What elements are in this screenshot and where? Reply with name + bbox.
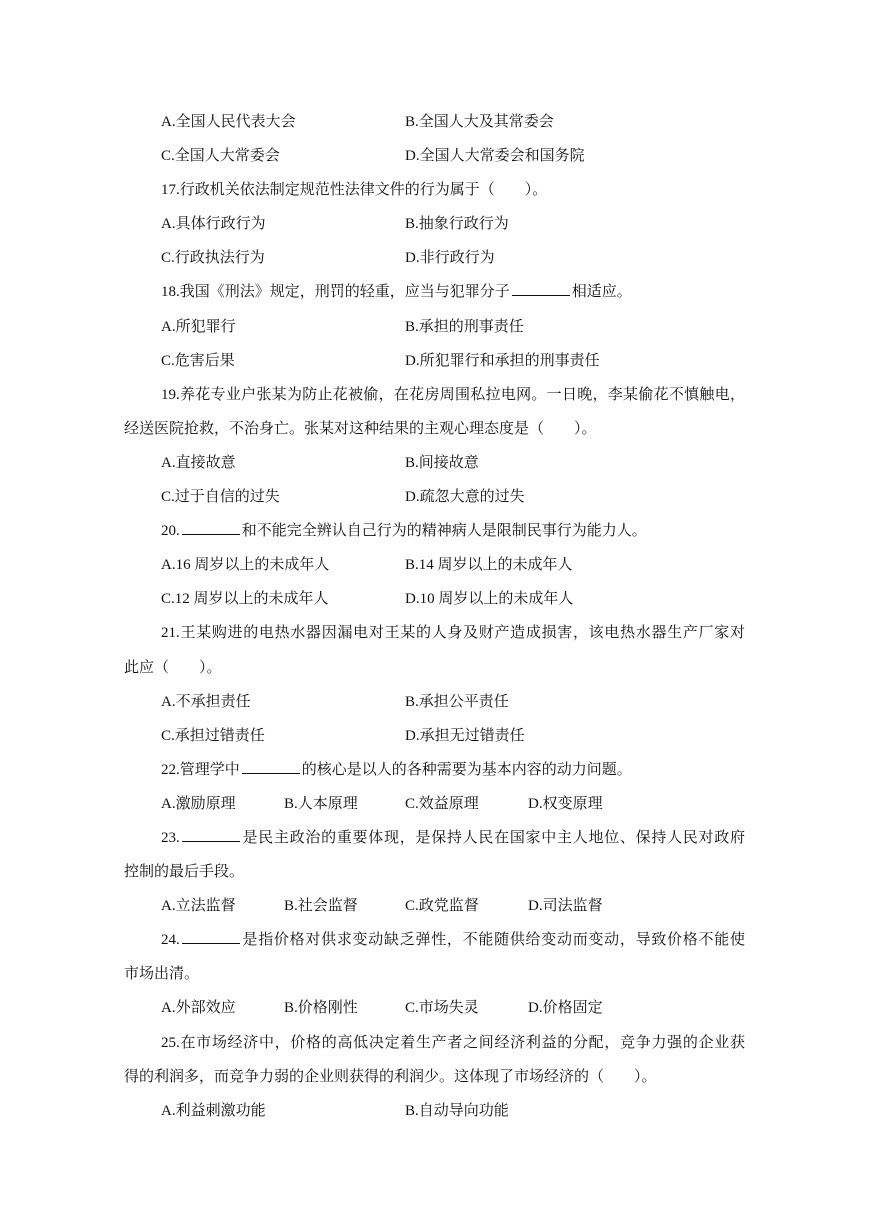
q23-options-row xyxy=(124,889,745,923)
q22-option-b: B.人本原理 xyxy=(284,795,358,812)
q20-options-row-2 xyxy=(124,582,745,616)
q22-option-a: A.激励原理 xyxy=(161,795,236,812)
q25-option-a: A.利益刺激功能 xyxy=(161,1102,266,1119)
q23-stem-line-2: 控制的最后手段。 xyxy=(124,864,245,881)
q21-options-row-1 xyxy=(124,685,745,719)
q20-option-b: B.14 周岁以上的未成年人 xyxy=(405,557,573,574)
q24-options-row xyxy=(124,991,745,1025)
q21-option-d: D.承担无过错责任 xyxy=(405,727,525,744)
q24-stem-after: 是指价格对供求变动缺乏弹性，不能随供给变动而变动，导致价格不能使 xyxy=(241,932,745,949)
q19-stem-line-1: 19.养花专业户张某为防止花被偷，在花房周围私拉电网。一日晚，李某偷花不慎触电， xyxy=(161,386,745,403)
q22-fill-blank xyxy=(242,759,300,774)
q16-option-d: D.全国人大常委会和国务院 xyxy=(405,148,585,165)
q24-fill-blank xyxy=(182,929,240,944)
q22-stem-after: 的核心是以人的各种需要为基本内容的动力问题。 xyxy=(301,761,632,778)
q16-option-b: B.全国人大及其常委会 xyxy=(405,114,554,130)
q17-option-d: D.非行政行为 xyxy=(405,250,495,267)
q18-fill-blank xyxy=(512,281,570,296)
q16-option-a: A.全国人民代表大会 xyxy=(161,114,296,130)
q23-fill-blank xyxy=(182,827,240,842)
q19-option-d: D.疏忽大意的过失 xyxy=(405,489,525,506)
q19-option-a: A.直接故意 xyxy=(161,454,236,471)
q21-option-a: A.不承担责任 xyxy=(161,693,251,710)
q22-stem-before: 22.管理学中 xyxy=(161,761,240,778)
q19-options-row-2 xyxy=(124,480,745,514)
q25-option-b: B.自动导向功能 xyxy=(405,1102,509,1119)
q22-option-d: D.权变原理 xyxy=(528,795,603,812)
q20-stem-after: 和不能完全辨认自己行为的精神病人是限制民事行为能力人。 xyxy=(241,523,647,540)
q23-option-b: B.社会监督 xyxy=(284,898,358,915)
q21-stem-line-2: 此应（ ）。 xyxy=(124,659,222,676)
q20-option-a: A.16 周岁以上的未成年人 xyxy=(161,557,330,574)
q23-stem-before: 23. xyxy=(161,829,180,846)
q18-stem-after: 相适应。 xyxy=(571,284,632,301)
q16-option-c: C.全国人大常委会 xyxy=(161,148,280,165)
q19-option-b: B.间接故意 xyxy=(405,454,479,471)
q22-stem xyxy=(124,753,745,787)
q18-options-row-1 xyxy=(124,310,745,344)
q23-option-a: A.立法监督 xyxy=(161,898,236,915)
q21-option-b: B.承担公平责任 xyxy=(405,693,509,710)
q16-options-row-1 xyxy=(124,105,745,139)
q16-options-row-2 xyxy=(124,139,745,173)
q20-option-c: C.12 周岁以上的未成年人 xyxy=(161,591,329,608)
q21-options-row-2 xyxy=(124,719,745,753)
q20-fill-blank xyxy=(182,520,240,535)
q21-option-c: C.承担过错责任 xyxy=(161,727,265,744)
q25-stem-line-1: 25.在市场经济中，价格的高低决定着生产者之间经济利益的分配，竞争力强的企业获 xyxy=(161,1034,745,1051)
q17-option-a: A.具体行政行为 xyxy=(161,216,266,233)
q23-option-d: D.司法监督 xyxy=(528,898,603,915)
q18-option-a: A.所犯罪行 xyxy=(161,318,236,335)
q17-stem: 17.行政机关依法制定规范性法律文件的行为属于（ ）。 xyxy=(161,182,548,199)
q19-options-row-1 xyxy=(124,446,745,480)
q18-option-b: B.承担的刑事责任 xyxy=(405,318,524,335)
q22-options-row xyxy=(124,787,745,821)
q21-stem-line-1: 21.王某购进的电热水器因漏电对王某的人身及财产造成损害，该电热水器生产厂家对 xyxy=(161,625,745,642)
q19-stem-line-2: 经送医院抢救，不治身亡。张某对这种结果的主观心理态度是（ ）。 xyxy=(124,420,597,437)
q17-options-row-1 xyxy=(124,207,745,241)
q24-stem-line-2: 市场出清。 xyxy=(124,966,200,983)
q20-option-d: D.10 周岁以上的未成年人 xyxy=(405,591,574,608)
q25-options-row-1 xyxy=(124,1094,745,1128)
q24-option-b: B.价格刚性 xyxy=(284,1000,358,1017)
q24-stem-before: 24. xyxy=(161,932,180,949)
q24-option-c: C.市场失灵 xyxy=(405,1000,479,1017)
q18-option-c: C.危害后果 xyxy=(161,352,235,369)
q23-stem-line-1 xyxy=(124,821,745,855)
q18-stem xyxy=(124,275,745,309)
q20-stem-before: 20. xyxy=(161,523,180,540)
q18-options-row-2 xyxy=(124,344,745,378)
q25-stem-line-2: 得的利润多，而竞争力弱的企业则获得的利润少。这体现了市场经济的（ ）。 xyxy=(124,1068,657,1085)
q23-option-c: C.政党监督 xyxy=(405,898,479,915)
q17-options-row-2 xyxy=(124,241,745,275)
q18-stem-before: 18.我国《刑法》规定，刑罚的轻重，应当与犯罪分子 xyxy=(161,284,510,301)
q20-options-row-1 xyxy=(124,548,745,582)
q24-option-d: D.价格固定 xyxy=(528,1000,603,1017)
q23-stem-after: 是民主政治的重要体现，是保持人民在国家中主人地位、保持人民对政府 xyxy=(241,829,745,846)
q22-option-c: C.效益原理 xyxy=(405,795,479,812)
q17-option-c: C.行政执法行为 xyxy=(161,250,265,267)
exam-page xyxy=(124,105,745,1128)
q17-option-b: B.抽象行政行为 xyxy=(405,216,509,233)
q24-option-a: A.外部效应 xyxy=(161,1000,236,1017)
q24-stem-line-1 xyxy=(124,923,745,957)
q19-option-c: C.过于自信的过失 xyxy=(161,489,280,506)
q18-option-d: D.所犯罪行和承担的刑事责任 xyxy=(405,352,600,369)
q20-stem xyxy=(124,514,745,548)
